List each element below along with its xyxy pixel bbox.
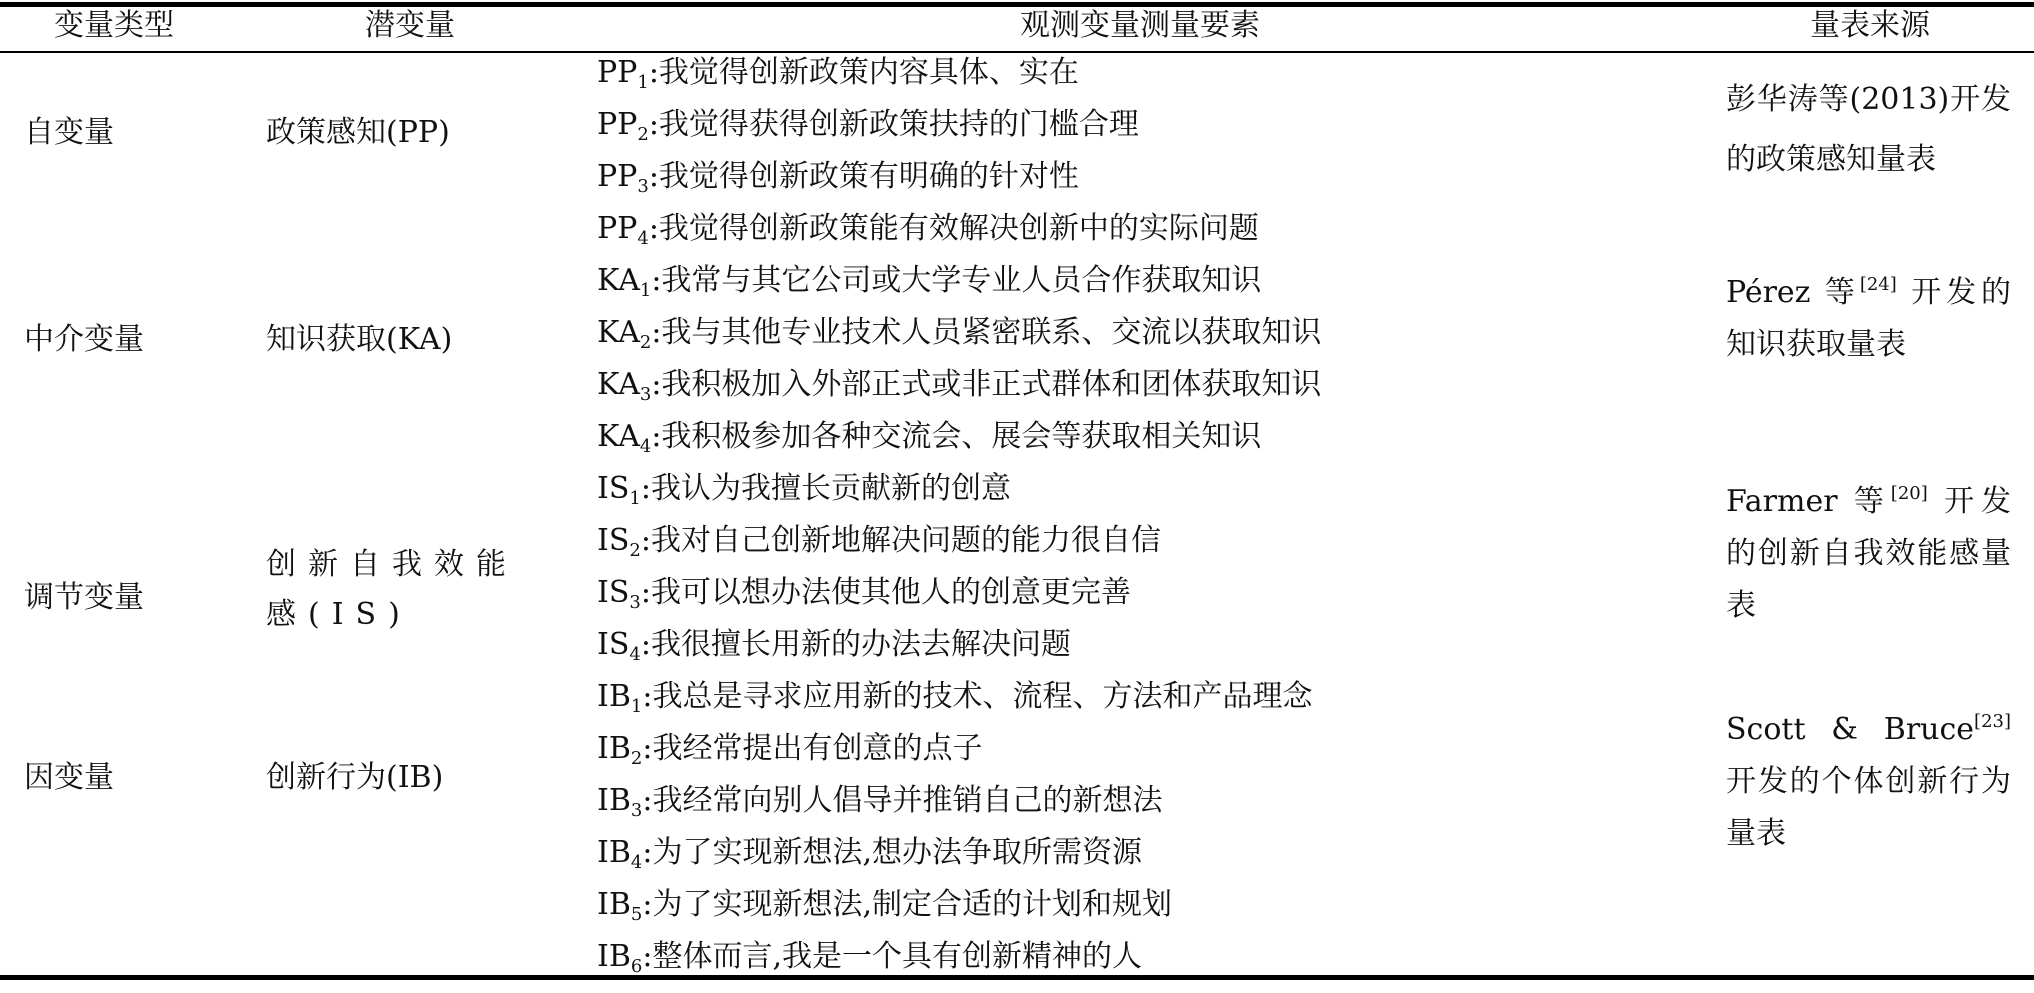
- item-row: $IB_2$:我经常提出有创意的点子: [597, 731, 983, 769]
- item-row: $PP_2$:我觉得获得创新政策扶持的门槛合理: [597, 107, 1139, 145]
- source-cell: Scott & Bruce[23] 开发的个体创新行为量表: [1726, 711, 2011, 851]
- item-row: $IS_1$:我认为我擅长贡献新的创意: [597, 471, 1011, 509]
- latent-cell: 创新自我效能感(IS): [266, 547, 518, 632]
- var-type-cell: 因变量: [24, 760, 114, 795]
- var-type-cell: 自变量: [24, 115, 114, 150]
- item-row: $IB_4$:为了实现新想法,想办法争取所需资源: [597, 835, 1143, 873]
- header-var-type: 变量类型: [54, 8, 174, 43]
- item-row: $IS_4$:我很擅长用新的办法去解决问题: [597, 627, 1071, 665]
- item-row: $IB_1$:我总是寻求应用新的技术、流程、方法和产品理念: [597, 679, 1313, 717]
- source-cell: Pérez 等[24] 开发的知识获取量表: [1726, 274, 2011, 362]
- latent-cell: 政策感知(PP): [266, 115, 450, 150]
- item-row: $KA_1$:我常与其它公司或大学专业人员合作获取知识: [597, 263, 1262, 301]
- var-type-cell: 调节变量: [24, 580, 144, 615]
- item-row: $IB_5$:为了实现新想法,制定合适的计划和规划: [597, 887, 1173, 925]
- item-row: $IB_3$:我经常向别人倡导并推销自己的新想法: [597, 783, 1163, 821]
- latent-cell: 知识获取(KA): [266, 322, 453, 357]
- latent-cell: 创新行为(IB): [266, 760, 444, 795]
- item-row: $IS_3$:我可以想办法使其他人的创意更完善: [597, 575, 1131, 613]
- item-row: $PP_1$:我觉得创新政策内容具体、实在: [597, 55, 1079, 93]
- header-source: 量表来源: [1810, 8, 1930, 43]
- item-row: $PP_4$:我觉得创新政策能有效解决创新中的实际问题: [597, 211, 1259, 249]
- item-row: $IS_2$:我对自己创新地解决问题的能力很自信: [597, 523, 1161, 561]
- source-cell: 彭华涛等(2013)开发的政策感知量表: [1726, 82, 2011, 177]
- source-cell: Farmer 等[20] 开发的创新自我效能感量表: [1726, 483, 2011, 623]
- header-observed: 观测变量测量要素: [1020, 8, 1260, 43]
- var-type-cell: 中介变量: [24, 322, 144, 357]
- item-row: $KA_2$:我与其他专业技术人员紧密联系、交流以获取知识: [597, 315, 1322, 353]
- item-row: $KA_3$:我积极加入外部正式或非正式群体和团体获取知识: [597, 367, 1322, 405]
- item-row: $KA_4$:我积极参加各种交流会、展会等获取相关知识: [597, 419, 1262, 457]
- header-latent: 潜变量: [365, 8, 455, 43]
- item-row: $PP_3$:我觉得创新政策有明确的针对性: [597, 159, 1079, 197]
- item-row: $IB_6$:整体而言,我是一个具有创新精神的人: [597, 939, 1143, 977]
